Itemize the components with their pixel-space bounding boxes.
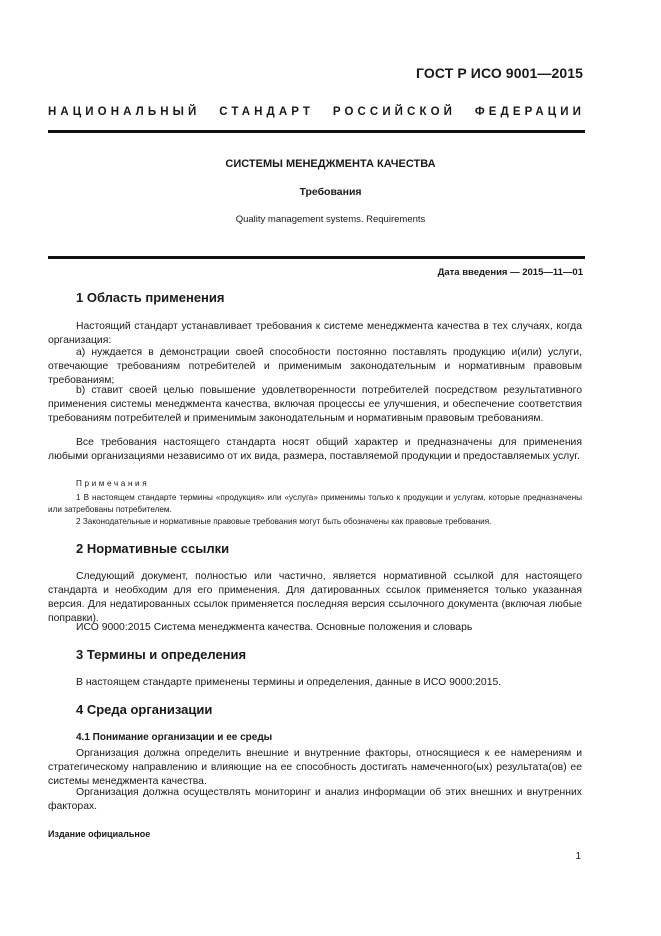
introduction-date: Дата введения — 2015—11—01	[437, 267, 583, 278]
national-standard-banner: НАЦИОНАЛЬНЫЙ СТАНДАРТ РОССИЙСКОЙ ФЕДЕРАЦИИ	[48, 106, 585, 118]
section-1-paragraph-text: Все требования настоящего стандарта носят общий характер и предназначены для применения любыми организациями независимо от их вида, размера, поставляемой продукции и предоставляемых услуг.	[48, 437, 582, 462]
document-title-english: Quality management systems. Requirements	[235, 214, 426, 225]
section-1-item-b-text: b) ставит своей целью повышение удовлетворенности потребителей посредством результативного применения системы менеджмента качества, включая процессы ее улучшения, и обеспечение соответствия требованиям потребителей и применимым законодательным и нормативным правовым требованиям.	[48, 385, 582, 424]
section-1-paragraph	[48, 436, 582, 464]
section-1-paragraph-text: Настоящий стандарт устанавливает требования к системе менеджмента качества в тех случаях, когда организация:	[48, 321, 582, 346]
section-2-paragraph	[48, 570, 582, 626]
section-4-paragraph-text: Организация должна осуществлять мониторинг и анализ информации об этих внешних и внутренних факторах.	[48, 787, 582, 812]
document-subtitle: Требования	[299, 186, 362, 198]
section-3-paragraph-text: В настоящем стандарте применены термины и определения, данные в ИСО 9000:2015.	[76, 677, 502, 688]
section-1-item-a-text: а) нуждается в демонстрации своей способности постоянно поставлять продукцию и(или) услуги, отвечающие требованиям потребителей и применимым законодательным и нормативным правовым требованиям;	[48, 347, 582, 386]
page-number: 1	[575, 851, 581, 862]
note-2-text: 2 Законодательные и нормативные правовые требования могут быть обозначены как правовые требования.	[76, 517, 492, 526]
section-4-paragraph	[48, 747, 582, 789]
section-1-item-b	[48, 384, 582, 426]
middle-rule	[48, 256, 585, 259]
normative-reference-text: ИСО 9000:2015 Система менеджмента качества. Основные положения и словарь	[76, 622, 473, 633]
official-edition-label: Издание официальное	[48, 829, 151, 839]
section-1-heading: 1 Область применения	[76, 290, 225, 305]
section-1-paragraph	[48, 320, 582, 348]
notes-heading: Примечания	[76, 479, 150, 488]
note-2	[48, 516, 582, 528]
section-1-item-a	[48, 346, 582, 388]
section-3-heading: 3 Термины и определения	[76, 647, 247, 662]
standard-code: ГОСТ Р ИСО 9001—2015	[416, 65, 583, 81]
section-4-paragraph-text: Организация должна определить внешние и внутренние факторы, относящиеся к ее намерениям и стратегическому направлению и влияющие на ее способность достигать намеченного(ых) результата(ов) ее системы менеджмента качества.	[48, 748, 582, 787]
section-2-heading: 2 Нормативные ссылки	[76, 541, 230, 556]
subsection-4-1-heading: 4.1 Понимание организации и ее среды	[76, 732, 273, 743]
note-1	[48, 492, 582, 516]
note-1-text: 1 В настоящем стандарте термины «продукция» или «услуга» применимы только к продукции и услугам, которые предназначены или затребованы потребителем.	[48, 493, 582, 514]
normative-reference	[48, 621, 582, 635]
section-2-paragraph-text: Следующий документ, полностью или частично, является нормативной ссылкой для настоящего стандарта и необходим для его применения. Для датированных ссылок применяется только указанная версия. Для недатированных ссылок применяется последняя версия ссылочного документа (включая любые поправки).	[48, 571, 582, 624]
section-3-paragraph	[48, 676, 582, 690]
document-title: СИСТЕМЫ МЕНЕДЖМЕНТА КАЧЕСТВА	[225, 158, 436, 170]
section-4-paragraph	[48, 786, 582, 814]
top-rule	[48, 130, 585, 133]
section-4-heading: 4 Среда организации	[76, 702, 213, 717]
